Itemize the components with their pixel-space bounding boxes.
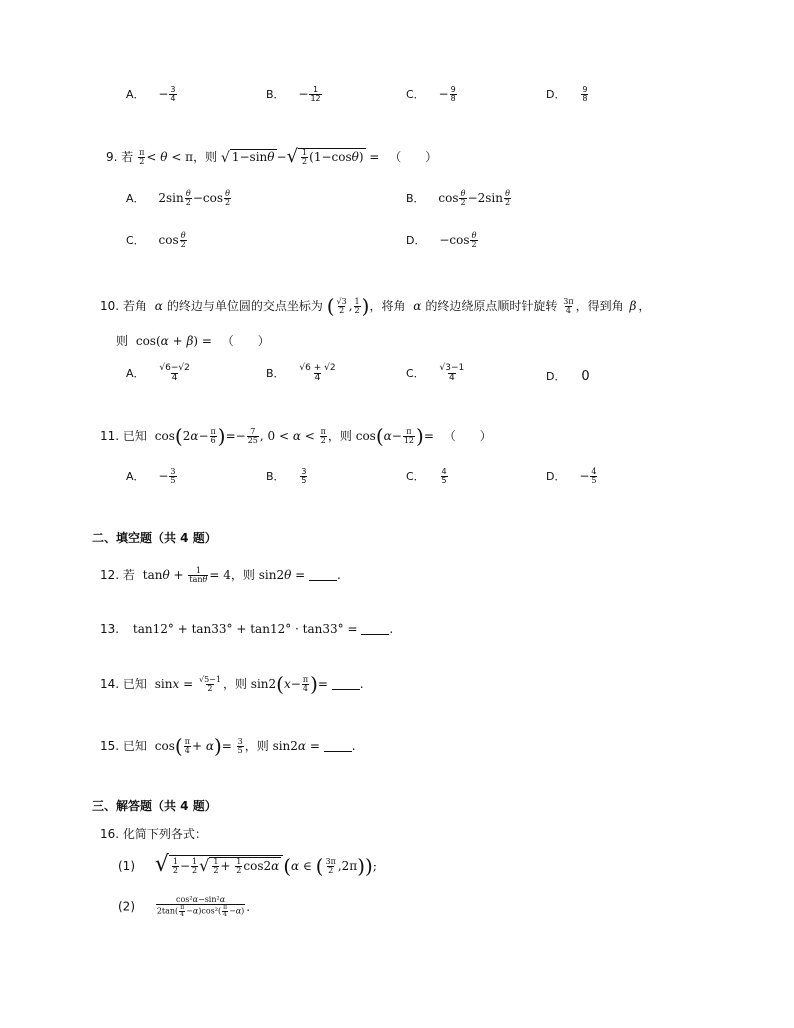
q9-option-a: A． 2sin $\frac{\theta}{2}$ −cos $\frac{\theta}{2}$ [126,189,231,207]
q14-stem: 14. 已知 sinx = $\frac{√5-1}{2}$ ，则 sin2(x− $\frac{\pi}{4}$ )= . [100,672,364,696]
q15-answer-blank[interactable] [324,740,352,752]
q12-answer-blank[interactable] [309,569,337,581]
q14-answer-blank[interactable] [332,678,360,690]
q11-stem: 11. 已知 cos(2α− $\frac{\pi}{6}$ )=− $\frac{7}{25}$ , 0 < α < $\frac{\pi}{2}$ ，则 cos(α− $\frac{\pi}{12}$ )= （ ） [100,424,492,448]
q16-stem: 16. 化简下列各式： [100,827,207,841]
q12-stem: 12. 若 tanθ + $\frac{1}{\tan\theta}$ = 4，则 sin2θ = . [100,566,341,584]
q10-option-a: A． $\frac{√6-√2}{4}$ [126,363,190,383]
q10-option-c: C． $\frac{√3-1}{4}$ [406,363,465,383]
q11-option-b: B． $\frac{3}{5}$ [266,467,307,485]
q10-stem-line1: 10. 若角 α 的终边与单位圆的交点坐标为 ( $\frac{√3}{2}$ , $\frac{1}{2}$ )，将角 α 的终边绕原点顺时针旋转 $\frac{3\pi}{4}$ ，得到角 β ， [100,294,651,318]
q10-stem-line2: 则 cos(α + β) = （ ） [116,334,270,348]
q9-stem: 9. 若 $\frac{\pi}{2}$ < θ < π，则 √ 1−sinθ −√ $\frac{1}{2}$ (1−cosθ) = （ ） [106,146,438,167]
q9-option-c: C． cos $\frac{\theta}{2}$ [126,231,186,249]
q11-option-c: C． $\frac{4}{5}$ [406,467,447,485]
q16-part-2: (2) cos²α−sin²α 2tan( $\frac{\pi}{4}$ −α)cos²( $\frac{\pi}{4}$ −α) . [118,895,251,918]
q8-option-a: A． − $\frac{3}{4}$ [126,85,176,103]
q16-part-1: (1) √ $\frac{1}{2}$ − $\frac{1}{2}$ √ $\frac{1}{2}$ + $\frac{1}{2}$ cos2α (α ∈ ( $\frac{3\pi}{2}$ ,2π)); [118,852,377,878]
q13-answer-blank[interactable] [361,623,389,635]
q10-option-d: D． 0 [546,369,590,384]
section-answer-title: 三、解答题（共 4 题） [92,799,217,813]
q11-option-a: A． − $\frac{3}{5}$ [126,467,176,485]
q11-option-d: D． − $\frac{4}{5}$ [546,467,597,485]
q9-option-b: B． cos $\frac{\theta}{2}$ −2sin $\frac{\theta}{2}$ [406,189,511,207]
q9-option-d: D． −cos $\frac{\theta}{2}$ [406,231,477,249]
q13-stem: 13. tan12° + tan33° + tan12° · tan33° = . [100,622,394,636]
q8-option-d: D． $\frac{9}{8}$ [546,85,588,103]
q15-stem: 15. 已知 cos( $\frac{\pi}{4}$ + α)= $\frac{3}{5}$ ，则 sin2α = . [100,734,356,758]
q8-option-b: B． − $\frac{1}{12}$ [266,85,321,103]
section-fill-in-title: 二、填空题（共 4 题） [92,531,217,545]
q10-option-b: B． $\frac{√6 + √2}{4}$ [266,363,336,383]
q8-option-c: C． − $\frac{9}{8}$ [406,85,456,103]
